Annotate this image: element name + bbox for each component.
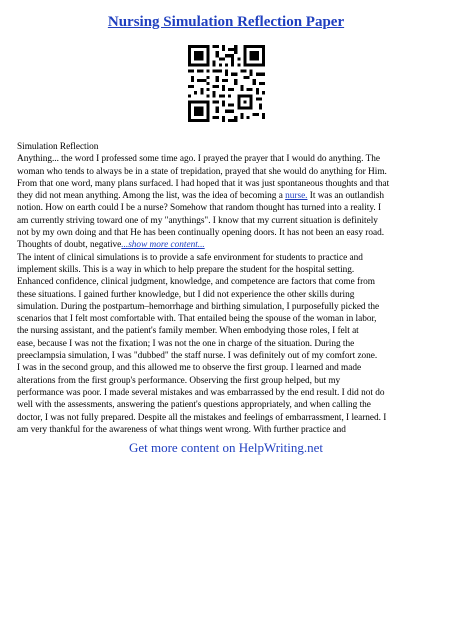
document-title-link[interactable]: Nursing Simulation Reflection Paper <box>107 14 345 30</box>
paragraph-line: The intent of clinical simulations is to provide a safe environment for students to practice and <box>17 252 363 263</box>
paragraph-line: not by my own doing and that He has been continually opening doors. It has not been an easy road. <box>17 228 385 239</box>
nurse-link[interactable]: nurse. <box>285 191 308 202</box>
paragraph-line: doctor, I was not fully prepared. Despite all the mistakes and feelings of embarrassment, I learned. I <box>17 412 387 423</box>
get-more-content-link[interactable]: Get more content on HelpWriting.net <box>128 440 324 455</box>
paragraph-line: I was in the second group, and this allowed me to observe the first group. I learned and made <box>17 363 362 374</box>
paragraph-line: performance was poor. I made several mistakes and was embarrassed by the end result. I did not do <box>17 387 385 398</box>
section-heading: Simulation Reflection <box>17 142 99 152</box>
text-segment: Thoughts of doubt, negative <box>17 240 122 251</box>
paragraph-line: the nursing assistant, and the patient's family member. When embodying those roles, I felt at <box>17 326 359 337</box>
paragraph-line: Enhanced confidence, clinical judgment, knowledge, and competence are factors that come from <box>17 277 376 288</box>
paragraph-line: am very thankful for the awareness of what things went wrong. With further practice and <box>17 424 346 435</box>
paragraph-line: Anything... the word I professed some time ago. I prayed the prayer that I would do anything. The <box>17 154 380 165</box>
reflection-text <box>17 141 437 436</box>
text-segment: they did not mean anything. Among the list, was the idea of becoming a <box>17 191 286 202</box>
paragraph-line: am currently striving toward one of my "anythings". I know that my current situation is definitely <box>17 215 378 226</box>
paragraph-line: woman who tends to always be in a state of trepidation, prayed that she would do anything for Him. <box>17 166 387 177</box>
paragraph-line: implement skills. This is a way in which to help prepare the student for the hospital setting. <box>17 264 355 275</box>
qr-code-icon <box>188 45 265 122</box>
paragraph-line: simulation. During the postpartum–hemorrhage and birthing simulation, I purposefully picked the <box>17 301 380 312</box>
text-segment: It was an outlandish <box>307 191 385 202</box>
paragraph-line: well with the assessments, answering the patient's questions appropriately, and when calling the <box>17 400 371 411</box>
paragraph-line: these situations. I gained further knowledge, but I did not experience the other skills during <box>17 289 355 300</box>
paragraph-line: notion. How on earth could I be a nurse? Somehow that random thought has turned into a reality. I <box>17 203 382 214</box>
show-more-link[interactable]: ...show more content... <box>121 240 205 251</box>
paragraph-line <box>17 190 437 202</box>
paragraph-line: alterations from the first group's performance. Observing the first group helped, but my <box>17 375 341 386</box>
paragraph-line: ease, because I was not the fixation; I was not the one in charge of the situation. During the <box>17 338 355 349</box>
paragraph-line: From that one word, many plans surfaced. I had hoped that it was just spontaneous thoughts and that <box>17 178 390 189</box>
paragraph-line: scenarios that I felt most comfortable with. That entailed being the spouse of the woman in labor, <box>17 314 377 325</box>
paragraph-line: preeclampsia simulation, I was "dubbed" the staff nurse. I was definitely out of my comfort zone. <box>17 351 378 362</box>
paragraph-line <box>17 239 437 251</box>
